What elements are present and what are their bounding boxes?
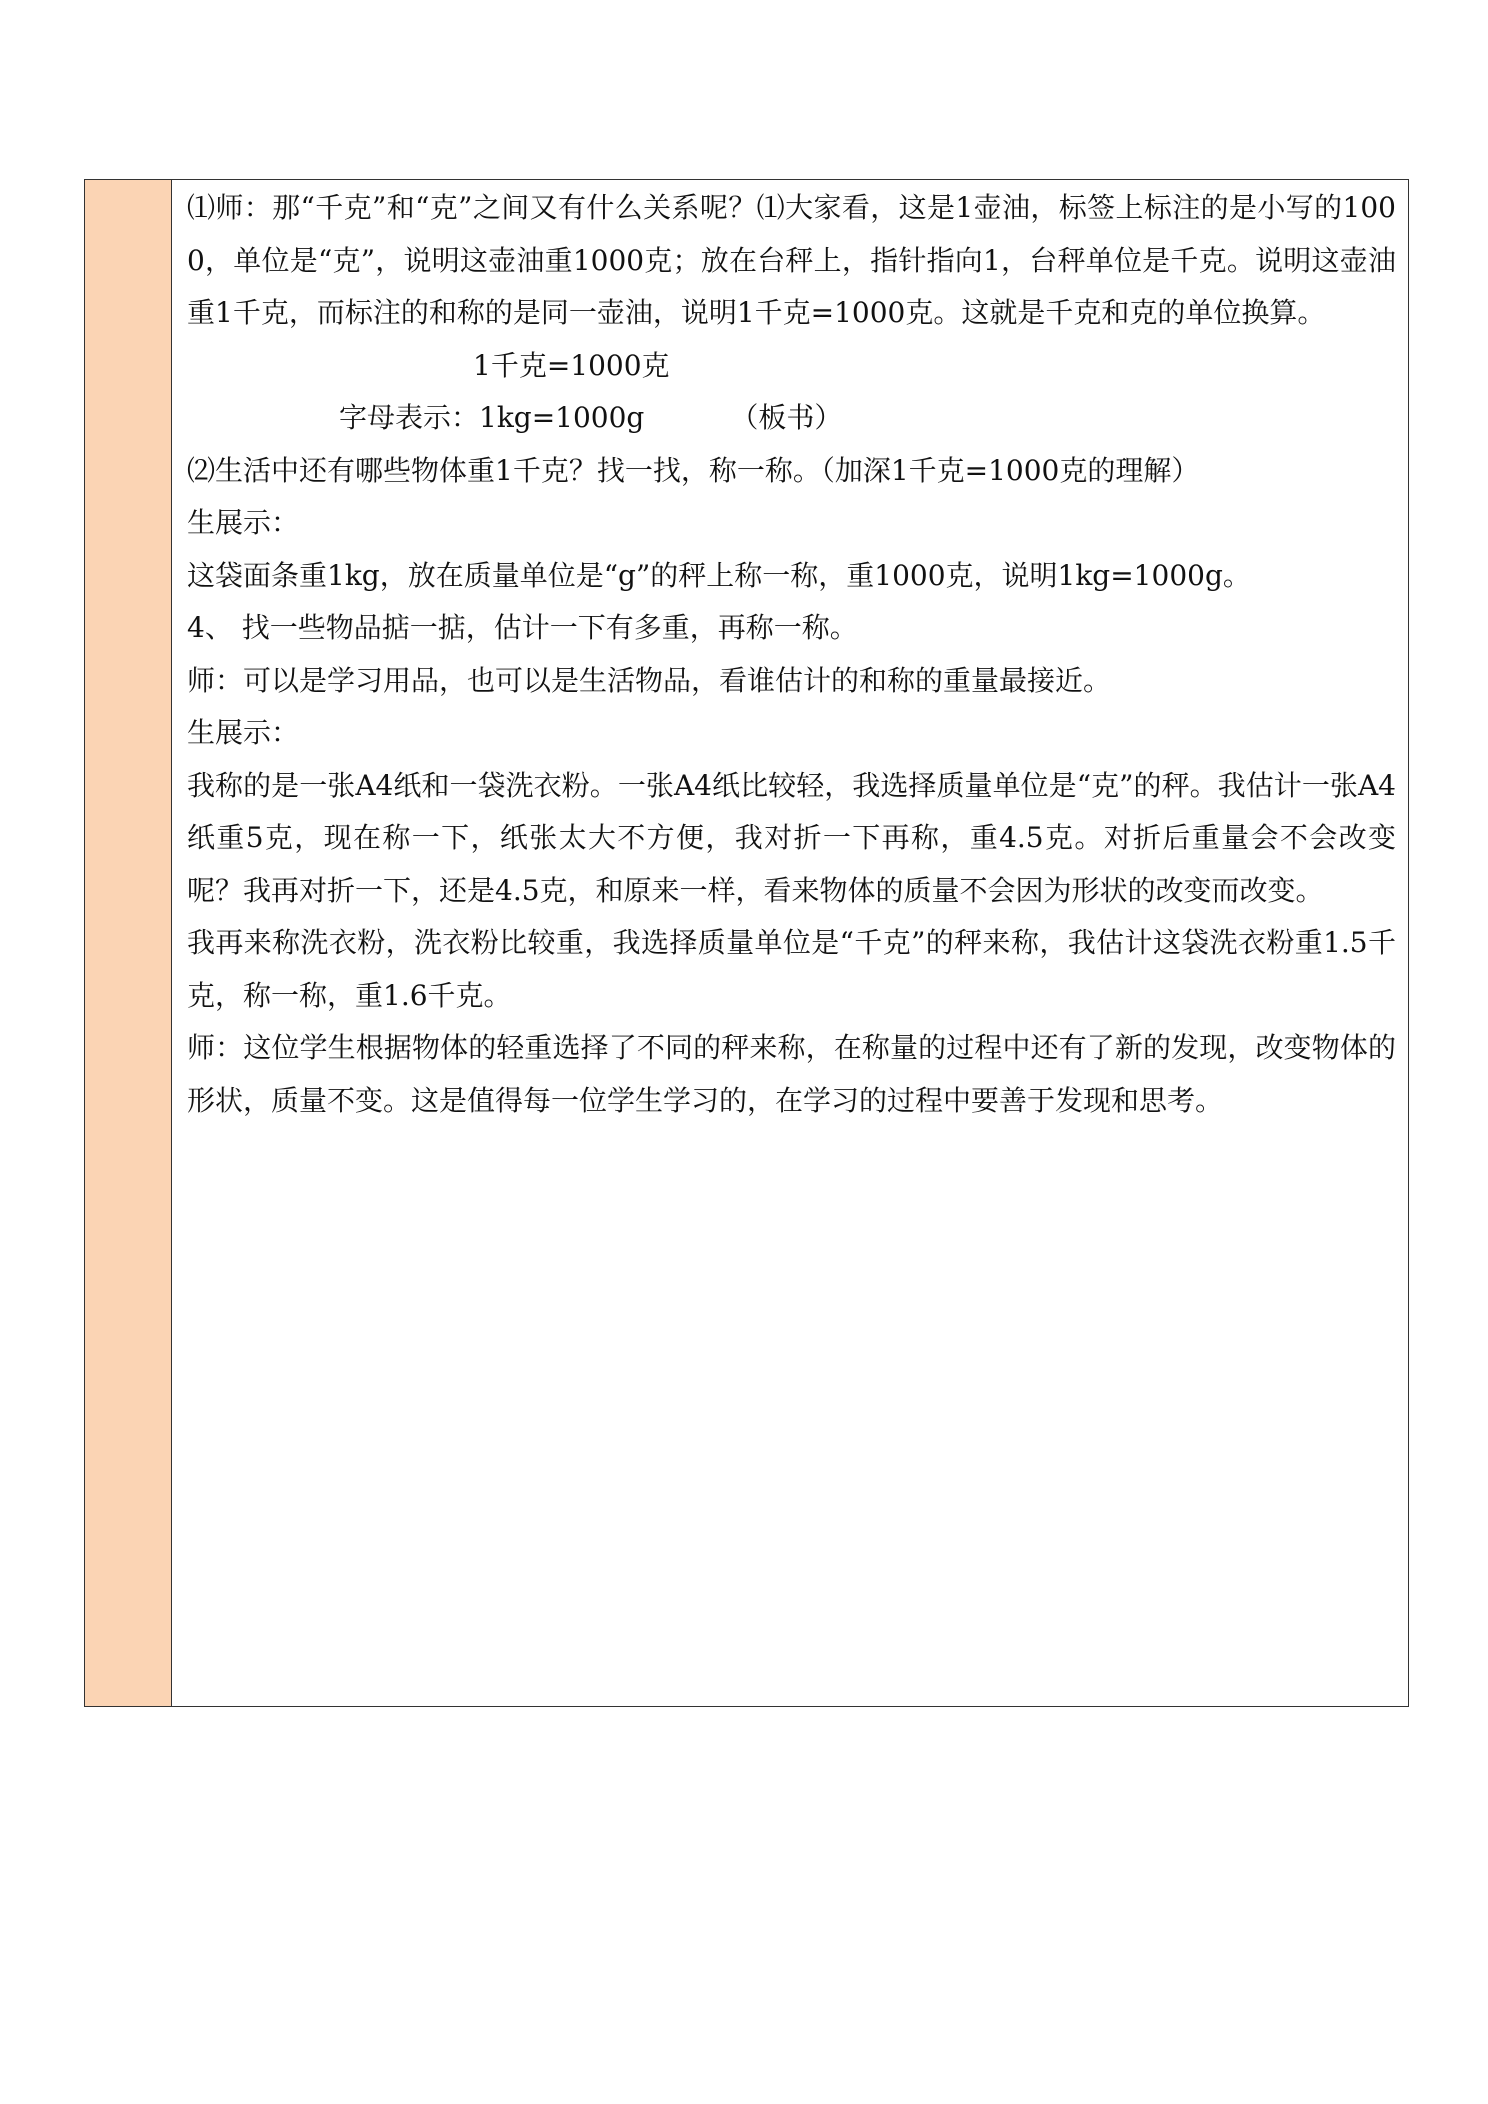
paragraph-question: ⑵生活中还有哪些物体重1千克？找一找，称一称。（加深1千克=1000克的理解）	[187, 453, 1200, 487]
paragraph-detergent: 我再来称洗衣粉，洗衣粉比较重，我选择质量单位是“千克”的秤来称，我估计这袋洗衣粉重1.5千克，称一称，重1.6千克。	[187, 926, 1396, 1012]
content-cell	[172, 180, 1408, 1706]
formula-letters-text: 字母表示：1kg=1000g	[339, 401, 645, 434]
board-note: （板书）	[730, 401, 843, 434]
formula-kg-g: 1千克=1000克	[473, 348, 670, 382]
paragraph-teacher-prompt: 师：可以是学习用品，也可以是生活物品，看谁估计的和称的重量最接近。	[187, 663, 1112, 697]
paragraph-unit-relation: ⑴师：那“千克”和“克”之间又有什么关系呢？⑴大家看，这是1壶油，标签上标注的是小写的1000，单位是“克”，说明这壶油重1000克；放在台秤上，指针指向1，台秤单位是千克。说明这壶油重1千克，而标注的和称的是同一壶油，说明1千克=1000克。这就是千克和克的单位换算。	[187, 191, 1396, 329]
paragraph-noodles: 这袋面条重1kg，放在质量单位是“g”的秤上称一称，重1000克，说明1kg=1000g。	[187, 558, 1251, 592]
paragraph-student-show-1: 生展示：	[187, 506, 300, 539]
paragraph-a4-paper: 我称的是一张A4纸和一袋洗衣粉。一张A4纸比较轻，我选择质量单位是“克”的秤。我估计一张A4纸重5克，现在称一下，纸张太大不方便，我对折一下再称，重4.5克。对折后重量会不会改变呢？我再对折一下，还是4.5克，和原来一样，看来物体的质量不会因为形状的改变而改变。	[187, 768, 1396, 907]
paragraph-step-4: 4、 找一些物品掂一掂，估计一下有多重，再称一称。	[187, 611, 858, 644]
paragraph-student-show-2: 生展示：	[187, 716, 300, 749]
side-shaded-cell	[85, 180, 172, 1706]
paragraph-teacher-summary: 师：这位学生根据物体的轻重选择了不同的秤来称，在称量的过程中还有了新的发现，改变物体的形状，质量不变。这是值得每一位学生学习的，在学习的过程中要善于发现和思考。	[187, 1031, 1396, 1117]
lesson-table	[84, 179, 1409, 1707]
formula-letters	[187, 392, 1396, 445]
